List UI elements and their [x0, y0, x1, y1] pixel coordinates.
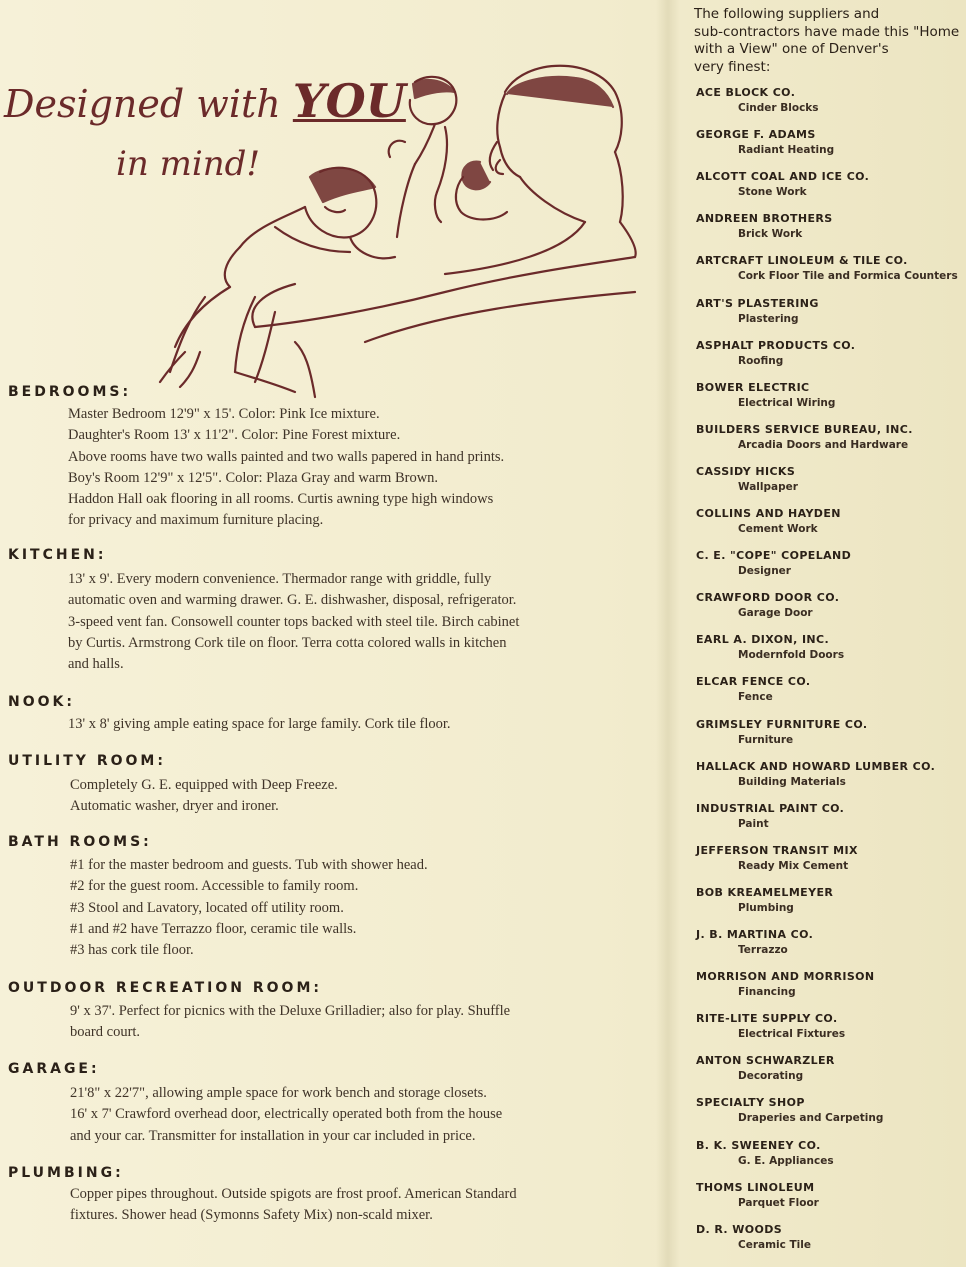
supplier-description: Modernfold Doors	[738, 649, 845, 662]
body-line: #3 has cork tile floor.	[70, 942, 194, 959]
supplier-name: ASPHALT PRODUCTS CO.	[696, 338, 856, 352]
body-line: Copper pipes throughout. Outside spigots are frost proof. American Standard	[70, 1186, 517, 1202]
supplier-entry	[696, 718, 964, 746]
body-line: Haddon Hall oak flooring in all rooms. Curtis awning type high windows	[68, 491, 494, 508]
section-body-kitchen	[68, 569, 608, 675]
supplier-entry	[696, 1012, 964, 1040]
supplier-description: Financing	[738, 986, 796, 999]
supplier-name: J. B. MARTINA CO.	[696, 928, 814, 941]
supplier-description: Radiant Heating	[738, 144, 835, 157]
body-line: automatic oven and warming drawer. G. E. dishwasher, disposal, refrigerator.	[68, 592, 517, 609]
supplier-description: Furniture	[738, 733, 794, 746]
body-line: 9' x 37'. Perfect for picnics with the Deluxe Grilladier; also for play. Shuffle	[70, 1003, 511, 1019]
supplier-name: SPECIALTY SHOP	[696, 1096, 805, 1110]
supplier-entry	[696, 886, 964, 914]
supplier-description: Paint	[738, 817, 769, 830]
section-body-utility-room	[70, 775, 610, 818]
body-line: 16' x 7' Crawford overhead door, electrically operated both from the house	[70, 1106, 503, 1123]
supplier-description: Designer	[738, 565, 791, 578]
intro-line: very finest:	[694, 58, 771, 75]
supplier-name: ANDREEN BROTHERS	[696, 212, 833, 226]
intro-line: The following suppliers and	[694, 6, 880, 22]
section-body-nook	[68, 714, 608, 735]
supplier-entry	[696, 507, 964, 535]
body-line: Master Bedroom 12'9" x 15'. Color: Pink Ice mixture.	[68, 406, 380, 422]
intro-line: sub-contractors have made this "Home	[694, 23, 960, 40]
section-title-garage: GARAGE:	[8, 1061, 100, 1077]
supplier-description: Parquet Floor	[738, 1196, 819, 1209]
supplier-entry	[696, 760, 964, 788]
section-title-nook: NOOK:	[8, 694, 75, 710]
supplier-description: Cement Work	[738, 523, 818, 535]
body-line: board court.	[70, 1024, 141, 1041]
supplier-name: CASSIDY HICKS	[696, 464, 796, 478]
supplier-description: Fence	[738, 691, 773, 704]
supplier-entry	[696, 423, 964, 451]
supplier-description: Terrazzo	[738, 944, 788, 956]
section-body-outdoor-recreation	[70, 1001, 610, 1044]
baby-figure	[160, 168, 395, 397]
supplier-entry	[696, 1223, 964, 1251]
supplier-description: Decorating	[738, 1070, 804, 1083]
body-line: Daughter's Room 13' x 11'2". Color: Pine Forest mixture.	[68, 427, 401, 444]
supplier-entry	[696, 297, 964, 325]
section-body-plumbing	[70, 1184, 610, 1227]
supplier-description: Arcadia Doors and Hardware	[738, 438, 909, 451]
section-body-garage	[70, 1083, 610, 1147]
body-line: 13' x 9'. Every modern convenience. Thermador range with griddle, fully	[68, 571, 492, 587]
supplier-description: Cork Floor Tile and Formica Counters	[738, 270, 958, 283]
supplier-name: MORRISON AND MORRISON	[696, 970, 875, 984]
supplier-description: Ready Mix Cement	[738, 859, 849, 872]
supplier-entry	[696, 549, 964, 577]
supplier-name: ART'S PLASTERING	[696, 296, 819, 310]
supplier-entry	[696, 1181, 964, 1209]
supplier-entry	[696, 339, 964, 367]
supplier-entry	[696, 970, 964, 998]
section-title-plumbing: PLUMBING:	[8, 1165, 124, 1181]
body-line: 13' x 8' giving ample eating space for large family. Cork tile floor.	[68, 716, 451, 732]
supplier-name: RITE-LITE SUPPLY CO.	[696, 1012, 838, 1026]
supplier-name: GEORGE F. ADAMS	[696, 128, 816, 142]
body-line: fixtures. Shower head (Symonns Safety Mix) non-scald mixer.	[70, 1207, 433, 1224]
supplier-name: INDUSTRIAL PAINT CO.	[696, 801, 845, 815]
supplier-description: Roofing	[738, 354, 784, 367]
body-line: Automatic washer, dryer and ironer.	[70, 798, 279, 815]
body-line: Completely G. E. equipped with Deep Freeze.	[70, 777, 338, 793]
supplier-description: Electrical Wiring	[738, 396, 836, 409]
supplier-name: D. R. WOODS	[696, 1222, 783, 1236]
body-line: #2 for the guest room. Accessible to family room.	[70, 878, 359, 895]
supplier-entry	[696, 591, 964, 619]
supplier-name: B. K. SWEENEY CO.	[696, 1138, 821, 1152]
supplier-entry	[696, 844, 964, 872]
supplier-name: BOWER ELECTRIC	[696, 380, 810, 394]
supplier-entry	[696, 170, 964, 198]
supplier-entry	[696, 212, 964, 240]
supplier-name: GRIMSLEY FURNITURE CO.	[696, 717, 868, 731]
supplier-name: ALCOTT COAL AND ICE CO.	[696, 170, 870, 184]
supplier-name: ANTON SCHWARZLER	[696, 1054, 835, 1068]
supplier-name: BOB KREAMELMEYER	[696, 885, 834, 899]
body-line: #1 and #2 have Terrazzo floor, ceramic tile walls.	[70, 920, 357, 937]
supplier-entry	[696, 128, 964, 156]
section-body-bedrooms	[68, 404, 608, 532]
supplier-description: Plumbing	[738, 901, 794, 914]
section-title-outdoor-recreation: OUTDOOR RECREATION ROOM:	[8, 980, 322, 996]
supplier-description: Draperies and Carpeting	[738, 1112, 884, 1125]
supplier-name: HALLACK AND HOWARD LUMBER CO.	[696, 759, 936, 773]
supplier-name: ACE BLOCK CO.	[696, 86, 796, 99]
suppliers-intro	[694, 6, 964, 76]
body-line: #3 Stool and Lavatory, located off utility room.	[70, 899, 344, 916]
body-line: 21'8" x 22'7", allowing ample space for work bench and storage closets.	[70, 1085, 487, 1101]
section-body-bath-rooms	[70, 855, 610, 961]
section-title-bedrooms: BEDROOMS:	[8, 384, 132, 400]
body-line: and your car. Transmitter for installation in your car included in price.	[70, 1127, 476, 1144]
supplier-entry	[696, 254, 964, 282]
supplier-description: Electrical Fixtures	[738, 1028, 846, 1041]
supplier-entry	[696, 928, 964, 956]
body-line: for privacy and maximum furniture placing.	[68, 512, 324, 529]
supplier-description: Brick Work	[738, 228, 803, 241]
supplier-name: COLLINS AND HAYDEN	[696, 507, 841, 520]
supplier-description: Garage Door	[738, 607, 813, 620]
supplier-description: G. E. Appliances	[738, 1154, 834, 1167]
section-title-utility-room: UTILITY ROOM:	[8, 753, 166, 769]
supplier-description: Wallpaper	[738, 480, 798, 493]
family-illustration	[145, 52, 640, 402]
intro-line: with a View" one of Denver's	[694, 41, 889, 57]
supplier-description: Ceramic Tile	[738, 1238, 811, 1251]
headline-line-2: in mind!	[116, 144, 261, 184]
supplier-description: Stone Work	[738, 186, 807, 199]
headline-emphasis: YOU	[292, 74, 406, 128]
supplier-description: Plastering	[738, 312, 799, 325]
supplier-name: ARTCRAFT LINOLEUM & TILE CO.	[696, 254, 908, 268]
supplier-description: Building Materials	[738, 775, 846, 788]
headline-prefix: Designed with	[4, 82, 281, 126]
supplier-name: THOMS LINOLEUM	[696, 1180, 815, 1194]
body-line: and halls.	[68, 656, 124, 673]
body-line: 3-speed vent fan. Consowell counter tops backed with steel tile. Birch cabinet	[68, 613, 520, 630]
supplier-entry	[696, 86, 964, 114]
supplier-entry	[696, 1139, 964, 1167]
supplier-entry	[696, 802, 964, 830]
supplier-name: C. E. "COPE" COPELAND	[696, 549, 852, 563]
body-line: #1 for the master bedroom and guests. Tub with shower head.	[70, 857, 428, 873]
body-line: Boy's Room 12'9" x 12'5". Color: Plaza Gray and warm Brown.	[68, 469, 439, 486]
supplier-name: ELCAR FENCE CO.	[696, 675, 811, 689]
supplier-entry	[696, 675, 964, 703]
girl-figure	[389, 77, 457, 237]
column-fold	[656, 0, 680, 1267]
supplier-name: CRAWFORD DOOR CO.	[696, 591, 840, 605]
body-line: Above rooms have two walls painted and two walls papered in hand prints.	[68, 448, 505, 465]
supplier-entry	[696, 633, 964, 661]
supplier-entry	[696, 1096, 964, 1124]
supplier-name: JEFFERSON TRANSIT MIX	[696, 843, 858, 857]
supplier-name: EARL A. DIXON, INC.	[696, 633, 830, 647]
section-title-bath-rooms: BATH ROOMS:	[8, 834, 152, 850]
supplier-entry	[696, 1054, 964, 1082]
section-title-kitchen: KITCHEN:	[8, 547, 107, 563]
supplier-description: Cinder Blocks	[738, 102, 819, 114]
supplier-entry	[696, 381, 964, 409]
father-figure	[252, 66, 635, 342]
supplier-entry	[696, 465, 964, 493]
body-line: by Curtis. Armstrong Cork tile on floor. Terra cotta colored walls in kitchen	[68, 634, 507, 651]
supplier-name: BUILDERS SERVICE BUREAU, INC.	[696, 422, 913, 436]
